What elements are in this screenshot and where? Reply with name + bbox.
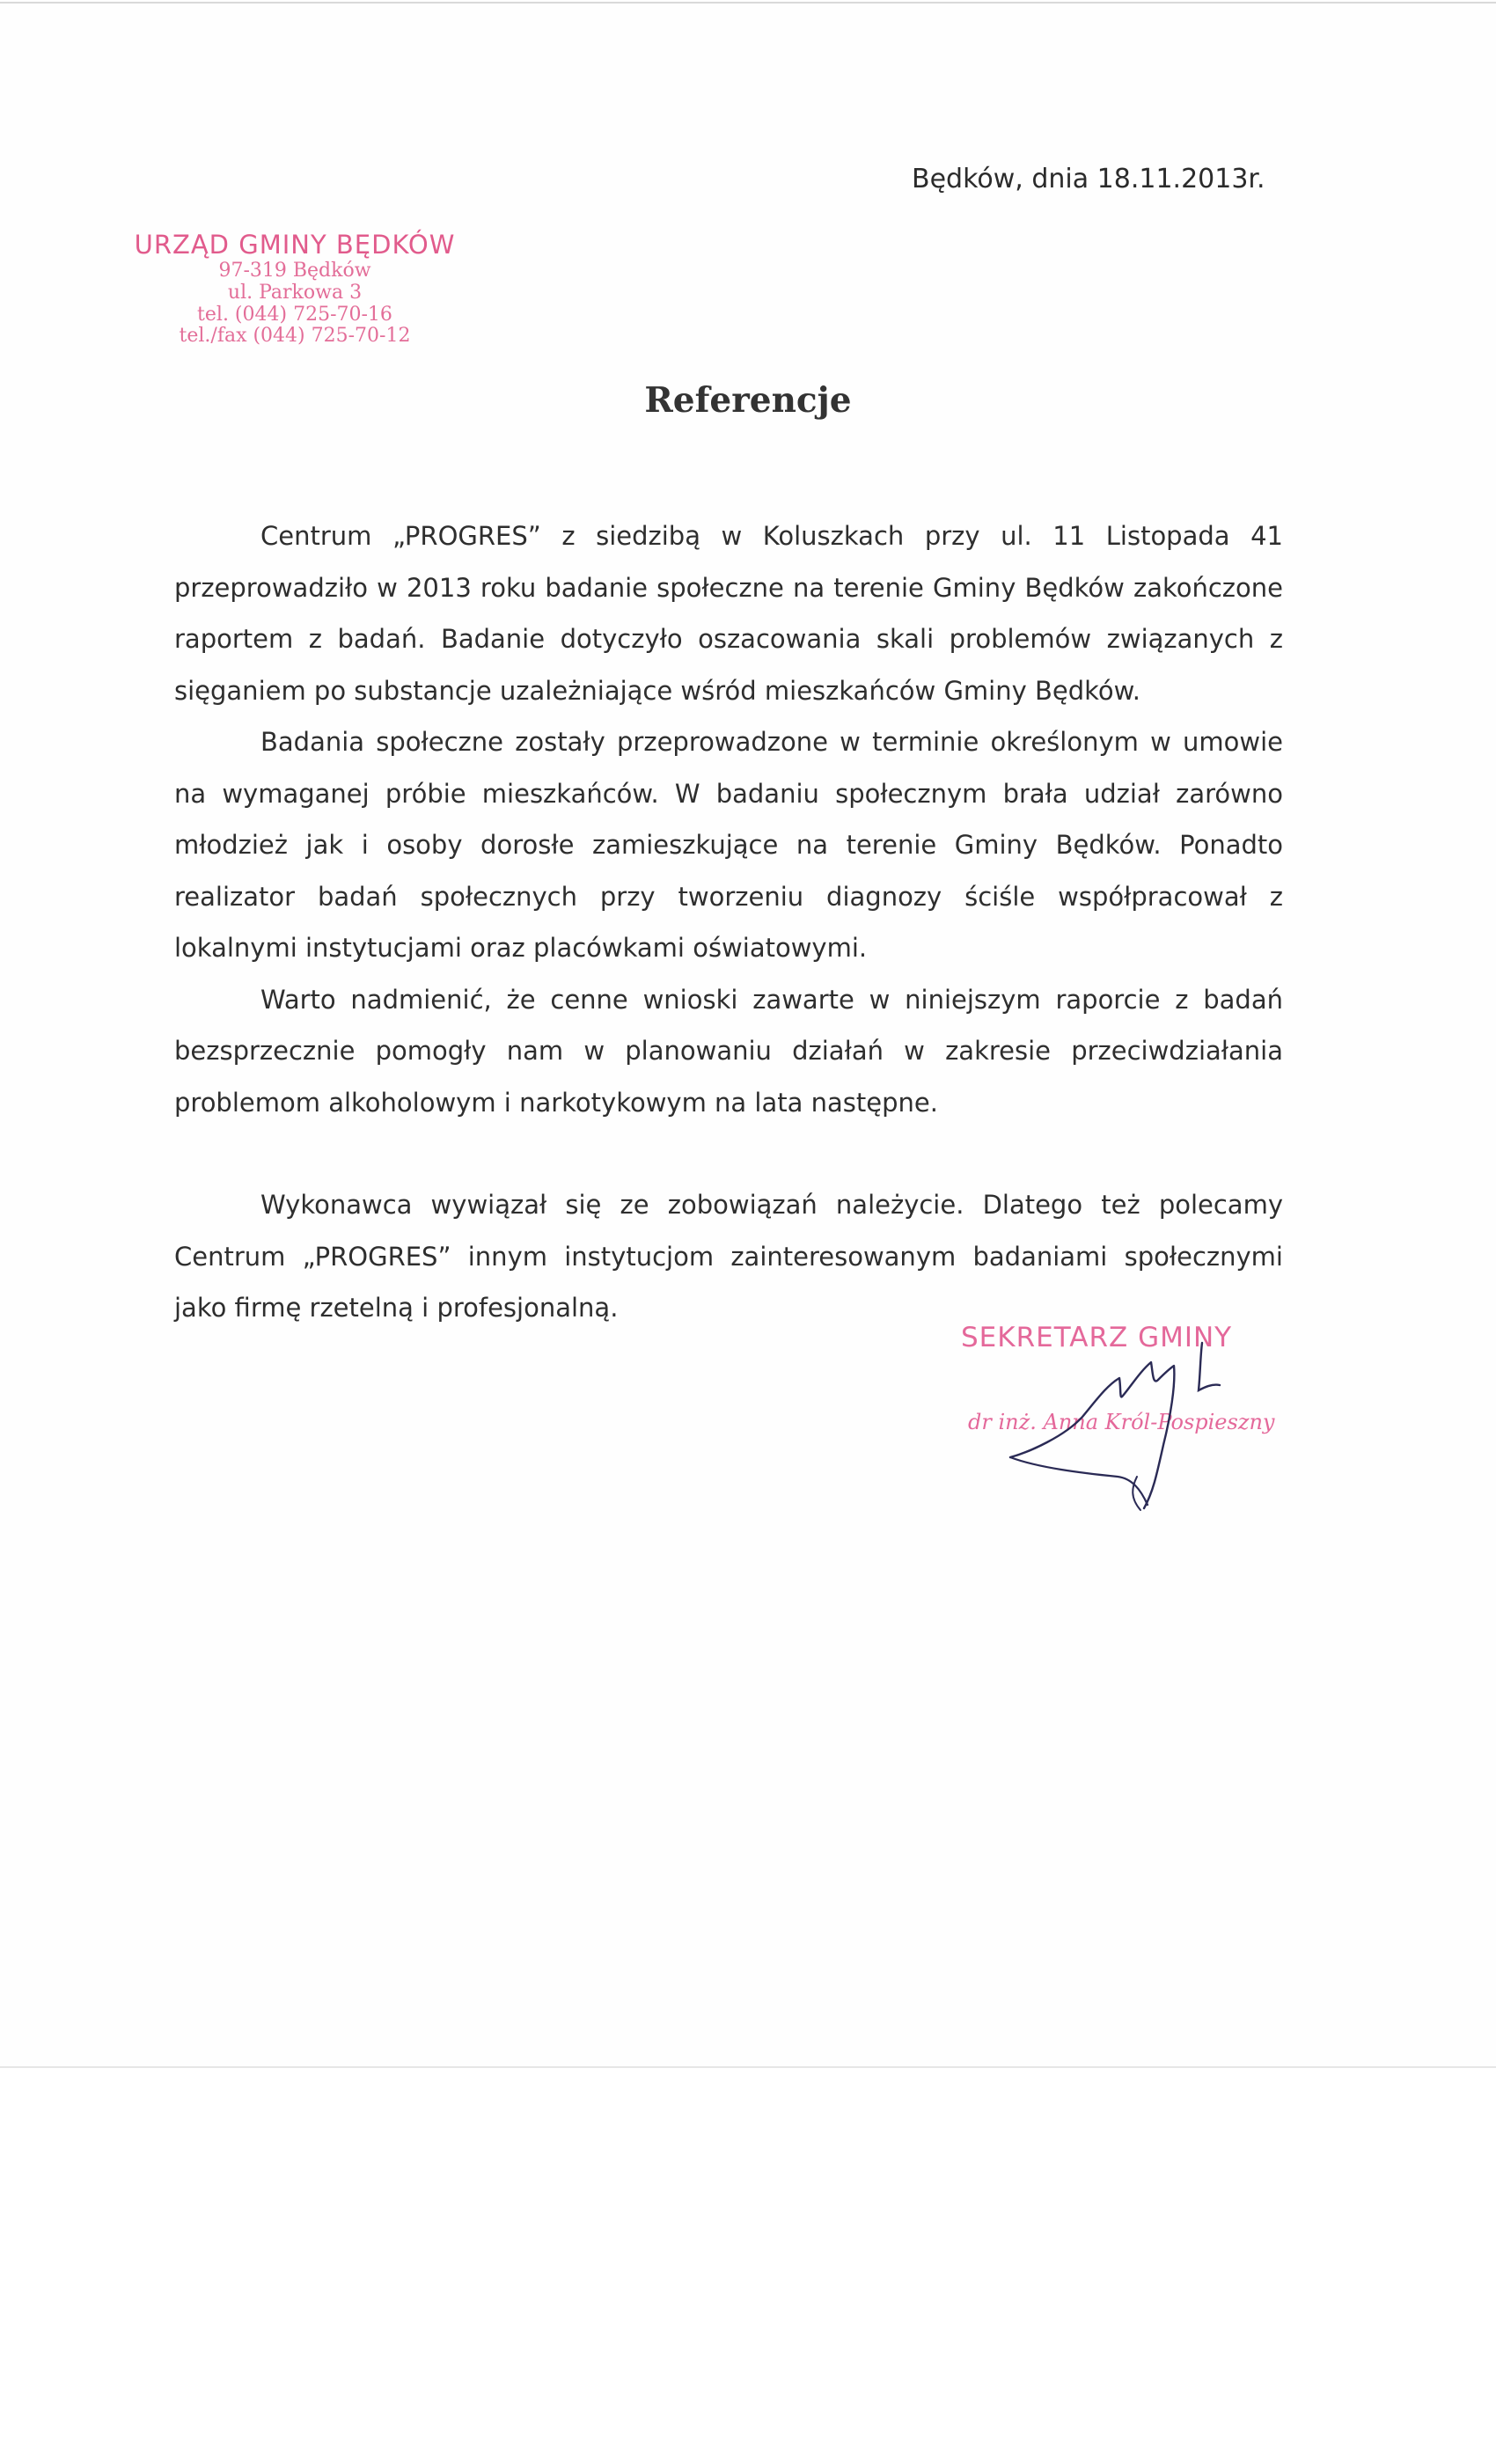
paragraph-1: Centrum „PROGRES” z siedzibą w Koluszkach przy ul. 11 Listopada 41 przeprowadziło w 2013 roku badanie społeczne na terenie Gminy Będków zakończone raportem z badań. Badanie dotyczyło oszacowania skali problemów związanych z sięganiem po substancje uzależniające wśród mieszkańców Gminy Będków. <box>174 521 1283 706</box>
paragraph-3: Warto nadmienić, że cenne wnioski zawarte w niniejszym raporcie z badań bezsprzecznie pomogły nam w planowaniu działań w zakresie przeciwdziałania problemom alkoholowym i narkotykowym na lata następne. <box>174 984 1283 1118</box>
paragraph-4: Wykonawca wywiązał się ze zobowiązań należycie. Dlatego też polecamy Centrum „PROGRES” innym instytucjom zainteresowanym badaniami społecznymi jako firmę rzetelną i profesjonalną. <box>174 1190 1283 1323</box>
stamp-fax-line: tel./fax (044) 725-70-12 <box>179 325 411 348</box>
document-title: Referencje <box>644 380 852 421</box>
office-stamp <box>123 231 466 348</box>
stamp-office-name: URZĄD GMINY BĘDKÓW <box>134 230 456 260</box>
stamp-street-line: ul. Parkowa 3 <box>227 282 363 304</box>
paragraph-2: Badania społeczne zostały przeprowadzone w terminie określonym w umowie na wymaganej próbie mieszkańców. W badaniu społecznym brała udział zarówno młodzież jak i osoby dorosłe zamieszkujące na terenie Gminy Będków. Ponadto realizator badań społecznych przy tworzeniu diagnozy ściśle współpracował z lokalnymi instytucjami oraz placówkami oświatowymi. <box>174 727 1283 963</box>
handwritten-signature <box>933 1304 1346 1533</box>
signature-stamp-title: SEKRETARZ GMINY <box>961 1322 1233 1353</box>
date-line: Będków, dnia 18.11.2013r. <box>912 164 1265 194</box>
stamp-phone-line: tel. (044) 725-70-16 <box>197 303 392 326</box>
page-top-edge <box>0 2 1496 4</box>
document-body <box>174 510 1283 1334</box>
signature-stamp-name: dr inż. Anna Król-Pospieszny <box>968 1410 1275 1434</box>
signature-block <box>933 1304 1346 1533</box>
stamp-postal-line: 97-319 Będków <box>218 260 371 282</box>
